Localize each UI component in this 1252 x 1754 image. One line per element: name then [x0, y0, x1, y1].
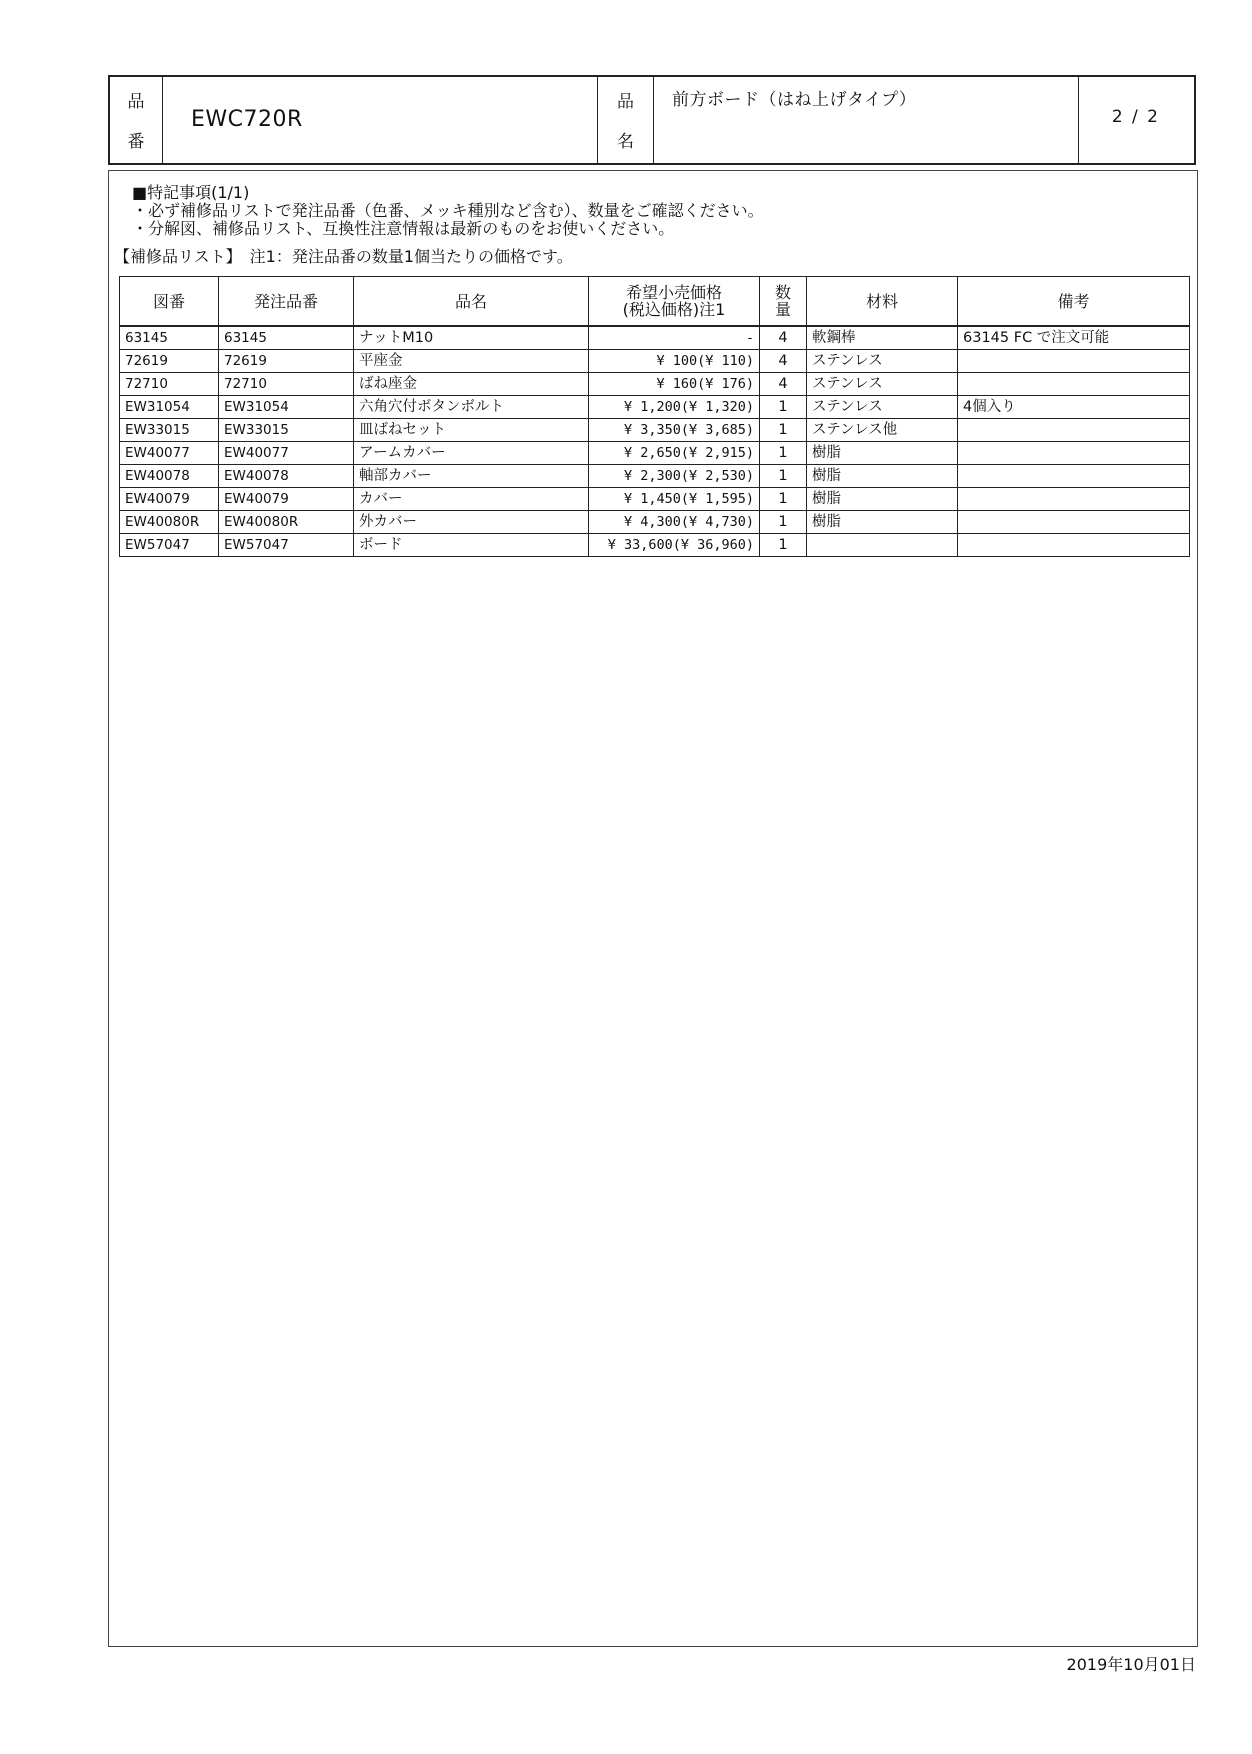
header-price-line-2: (税込価格)注1 [622, 300, 726, 319]
cell-qty: 1 [760, 396, 807, 419]
name-value-cell [654, 77, 1079, 163]
notes-heading: ■特記事項(1/1) [132, 183, 250, 202]
product-name: 前方ボード（はね上げタイプ） [672, 90, 917, 110]
cell-name: 軸部カバー [354, 465, 589, 488]
header-material: 材料 [807, 277, 958, 327]
cell-order: EW31054 [219, 396, 354, 419]
cell-material [807, 534, 958, 557]
cell-qty: 4 [760, 373, 807, 396]
cell-qty: 1 [760, 419, 807, 442]
header-qty-line-1: 数 [774, 283, 791, 302]
cell-qty: 1 [760, 465, 807, 488]
cell-remarks [958, 511, 1190, 534]
header-box [108, 75, 1196, 165]
cell-remarks [958, 350, 1190, 373]
cell-fig: EW40077 [120, 442, 219, 465]
table-row [120, 465, 1190, 488]
cell-name: 六角穴付ボタンボルト [354, 396, 589, 419]
cell-price: ¥ 2,300(¥ 2,530) [589, 465, 760, 488]
header-name: 品名 [354, 277, 589, 327]
cell-price: ¥ 2,650(¥ 2,915) [589, 442, 760, 465]
cell-material: ステンレス [807, 396, 958, 419]
cell-qty: 1 [760, 442, 807, 465]
cell-remarks [958, 442, 1190, 465]
cell-material: ステンレス [807, 350, 958, 373]
table-header-row [120, 277, 1190, 327]
table-row [120, 326, 1190, 350]
header-qty [760, 277, 807, 327]
cell-fig: EW31054 [120, 396, 219, 419]
cell-remarks: 63145 FC で注文可能 [958, 326, 1190, 350]
cell-order: 63145 [219, 326, 354, 350]
name-label-top: 品 [617, 92, 634, 112]
cell-name: ボード [354, 534, 589, 557]
parts-list-title: 【補修品リスト】 注1：発注品番の数量1個当たりの価格です。 [114, 247, 573, 266]
table-row [120, 534, 1190, 557]
code-label-bottom: 番 [127, 132, 145, 152]
cell-fig: EW40080R [120, 511, 219, 534]
cell-price: ¥ 4,300(¥ 4,730) [589, 511, 760, 534]
page-number: 2 / 2 [1111, 107, 1160, 127]
cell-name: 皿ばねセット [354, 419, 589, 442]
cell-price: ¥ 1,200(¥ 1,320) [589, 396, 760, 419]
header-order-no: 発注品番 [219, 277, 354, 327]
code-value-cell [163, 77, 598, 163]
cell-order: EW33015 [219, 419, 354, 442]
cell-price: ¥ 160(¥ 176) [589, 373, 760, 396]
cell-price: ¥ 33,600(¥ 36,960) [589, 534, 760, 557]
footer-date: 2019年10月01日 [1066, 1655, 1196, 1674]
cell-material: ステンレス [807, 373, 958, 396]
cell-name: ナットM10 [354, 326, 589, 350]
cell-name: 平座金 [354, 350, 589, 373]
cell-price: ¥ 100(¥ 110) [589, 350, 760, 373]
cell-remarks [958, 534, 1190, 557]
cell-order: EW40080R [219, 511, 354, 534]
cell-material: 樹脂 [807, 488, 958, 511]
cell-order: 72619 [219, 350, 354, 373]
cell-price: ¥ 1,450(¥ 1,595) [589, 488, 760, 511]
cell-order: EW40078 [219, 465, 354, 488]
notes-line-2: ・分解図、補修品リスト、互換性注意情報は最新のものをお使いください。 [132, 219, 675, 238]
name-label-bottom: 名 [617, 132, 634, 152]
cell-fig: 72619 [120, 350, 219, 373]
cell-price: ¥ 3,350(¥ 3,685) [589, 419, 760, 442]
cell-qty: 1 [760, 534, 807, 557]
parts-table [119, 276, 1190, 557]
table-row [120, 419, 1190, 442]
cell-fig: EW40079 [120, 488, 219, 511]
cell-name: 外カバー [354, 511, 589, 534]
cell-remarks [958, 373, 1190, 396]
cell-order: EW57047 [219, 534, 354, 557]
cell-material: ステンレス他 [807, 419, 958, 442]
cell-qty: 1 [760, 488, 807, 511]
table-row [120, 373, 1190, 396]
cell-qty: 4 [760, 350, 807, 373]
header-fig-no: 図番 [120, 277, 219, 327]
cell-material: 軟鋼棒 [807, 326, 958, 350]
cell-order: EW40079 [219, 488, 354, 511]
name-label-cell [598, 77, 654, 163]
cell-remarks [958, 419, 1190, 442]
cell-fig: 63145 [120, 326, 219, 350]
cell-fig: 72710 [120, 373, 219, 396]
header-qty-line-2: 量 [774, 300, 791, 319]
cell-order: EW40077 [219, 442, 354, 465]
table-row [120, 488, 1190, 511]
cell-material: 樹脂 [807, 465, 958, 488]
cell-fig: EW33015 [120, 419, 219, 442]
cell-price: - [589, 326, 760, 350]
cell-name: アームカバー [354, 442, 589, 465]
header-price-line-1: 希望小売価格 [625, 283, 722, 302]
cell-qty: 1 [760, 511, 807, 534]
cell-remarks [958, 488, 1190, 511]
cell-fig: EW40078 [120, 465, 219, 488]
notes-line-1: ・必ず補修品リストで発注品番（色番、メッキ種別など含む）、数量をご確認ください。 [132, 201, 764, 220]
code-label-top: 品 [127, 92, 145, 112]
product-code: EWC720R [191, 107, 303, 132]
header-remarks: 備考 [958, 277, 1190, 327]
cell-name: ばね座金 [354, 373, 589, 396]
table-row [120, 511, 1190, 534]
cell-remarks [958, 465, 1190, 488]
cell-material: 樹脂 [807, 442, 958, 465]
page-cell [1079, 77, 1194, 163]
code-label-cell [110, 77, 163, 163]
table-row [120, 396, 1190, 419]
cell-qty: 4 [760, 326, 807, 350]
special-notes [118, 184, 764, 238]
cell-order: 72710 [219, 373, 354, 396]
cell-remarks: 4個入り [958, 396, 1190, 419]
table-row [120, 442, 1190, 465]
cell-material: 樹脂 [807, 511, 958, 534]
header-price [589, 277, 760, 327]
table-row [120, 350, 1190, 373]
cell-name: カバー [354, 488, 589, 511]
cell-fig: EW57047 [120, 534, 219, 557]
